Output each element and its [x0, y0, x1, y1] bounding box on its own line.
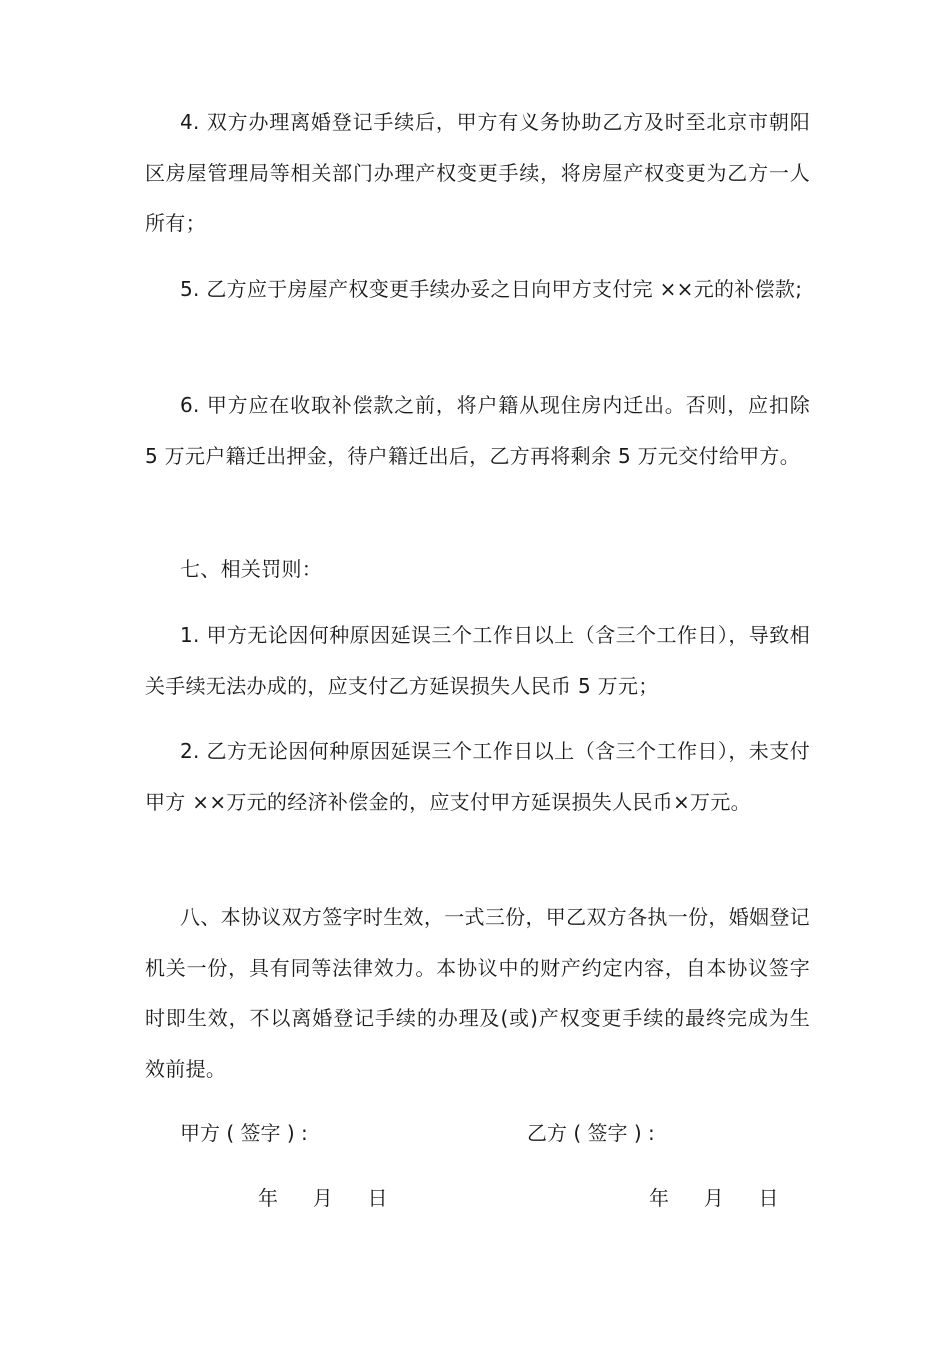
party-a-signature-label: 甲方 ( 签字 ) :	[180, 1121, 308, 1145]
section-8: 八、本协议双方签字时生效，一式三份，甲乙双方各执一份，婚姻登记机关一份，具有同等法律效力。本协议中的财产约定内容，自本协议签字时即生效，不以离婚登记手续的办理及(或)产权变更手续的最终完成为生效前提。	[145, 905, 810, 1081]
party-b-signature-label: 乙方 ( 签字 ) :	[527, 1121, 655, 1145]
clause-4: 4. 双方办理离婚登记手续后，甲方有义务协助乙方及时至北京市朝阳区房屋管理局等相关部门办理产权变更手续，将房屋产权变更为乙方一人所有；	[145, 110, 810, 235]
date-month-label: 月	[703, 1186, 724, 1210]
date-year-label: 年	[258, 1186, 278, 1210]
clause-6: 6. 甲方应在收取补偿款之前，将户籍从现住房内迁出。否则，应扣除 5 万元户籍迁出押金，待户籍迁出后，乙方再将剩余 5 万元交付给甲方。	[145, 393, 810, 468]
date-month-label: 月	[312, 1186, 333, 1210]
penalty-2: 2. 乙方无论因何种原因延误三个工作日以上（含三个工作日），未支付甲方 ××万元的经济补偿金的，应支付甲方延误损失人民币×万元。	[145, 739, 810, 814]
clause-5: 5. 乙方应于房屋产权变更手续办妥之日向甲方支付完 ××元的补偿款;	[180, 277, 803, 301]
section-7-heading: 七、相关罚则：	[180, 557, 323, 581]
date-year-label: 年	[649, 1186, 669, 1210]
party-a-date	[258, 1183, 387, 1213]
date-day-label: 日	[367, 1186, 388, 1210]
party-b-date	[649, 1183, 778, 1213]
penalty-1: 1. 甲方无论因何种原因延误三个工作日以上（含三个工作日），导致相关手续无法办成的，应支付乙方延误损失人民币 5 万元；	[145, 623, 810, 698]
date-day-label: 日	[758, 1186, 779, 1210]
